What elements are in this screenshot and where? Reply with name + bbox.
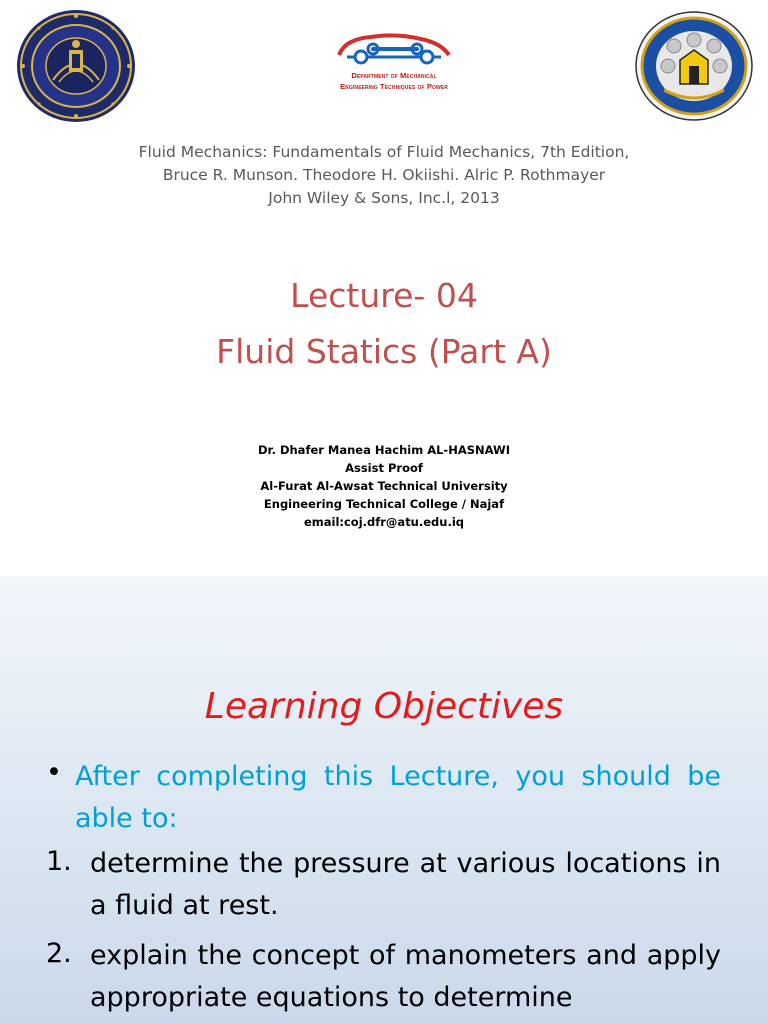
college-emblem-icon bbox=[634, 10, 754, 122]
objective-item-2: explain the concept of manometers and apply appropriate equations to determine bbox=[90, 940, 721, 1013]
author-college: Engineering Technical College / Najaf bbox=[263, 497, 505, 511]
objective-number-2: 2. bbox=[46, 938, 72, 969]
author-name: Dr. Dhafer Manea Hachim AL-HASNAWI bbox=[258, 443, 510, 457]
author-email: email:coj.dfr@atu.edu.iq bbox=[303, 515, 465, 529]
car-wrench-icon bbox=[325, 27, 463, 67]
department-logo bbox=[325, 27, 463, 99]
learning-objectives-title: Learning Objectives bbox=[204, 686, 564, 727]
reference-line-1: Fluid Mechanics: Fundamentals of Fluid Mechanics, 7th Edition, bbox=[138, 143, 630, 161]
objective-number-1: 1. bbox=[46, 846, 72, 877]
lecture-title: Fluid Statics (Part A) bbox=[216, 332, 552, 371]
lecture-number: Lecture- 04 bbox=[290, 276, 478, 315]
author-position: Assist Proof bbox=[345, 461, 423, 475]
department-name-line1: Department of Mechanical bbox=[351, 71, 437, 80]
bullet-marker: • bbox=[46, 757, 62, 788]
atu-university-seal-icon bbox=[15, 8, 137, 124]
objectives-slide bbox=[0, 576, 768, 1024]
department-name-line2: Engineering Techniques of Power bbox=[340, 82, 448, 91]
reference-line-2: Bruce R. Munson. Theodore H. Okiishi. Alric P. Rothmayer bbox=[162, 166, 606, 184]
objective-item-1: determine the pressure at various locations in a fluid at rest. bbox=[90, 848, 721, 921]
reference-line-3: John Wiley & Sons, Inc.l, 2013 bbox=[268, 189, 500, 207]
author-university: Al-Furat Al-Awsat Technical University bbox=[260, 479, 508, 493]
objectives-intro: After completing this Lecture, you should be able to: bbox=[75, 761, 721, 834]
